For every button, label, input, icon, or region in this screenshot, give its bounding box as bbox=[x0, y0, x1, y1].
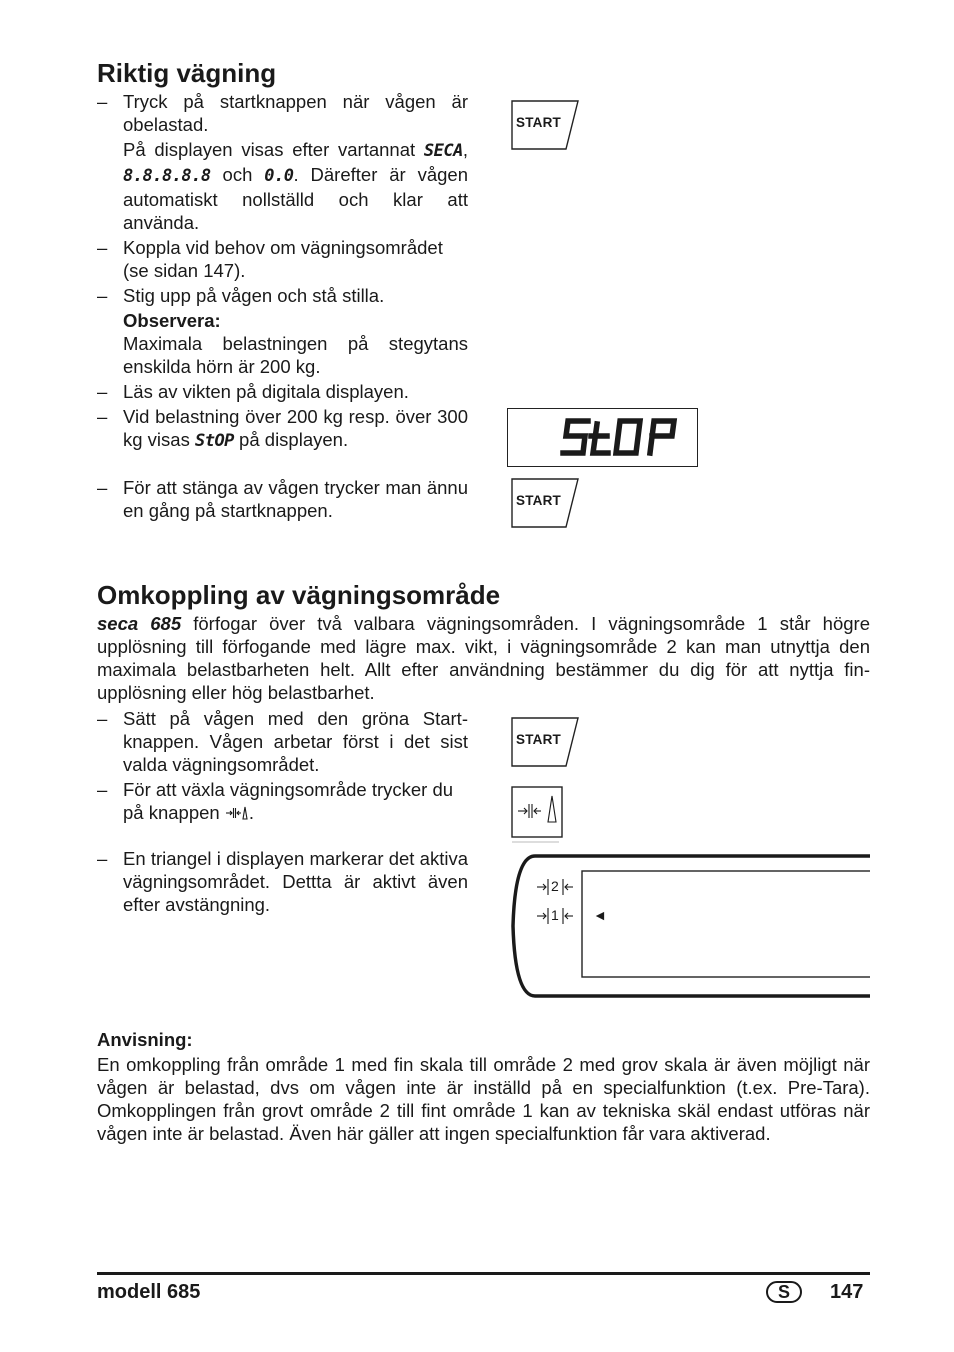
footer-model: modell 685 bbox=[97, 1281, 201, 1303]
list-dash: – bbox=[97, 237, 108, 258]
instructions-weighing bbox=[97, 90, 468, 522]
note-label: Observera: bbox=[123, 310, 221, 331]
start-button-label: START bbox=[516, 732, 561, 747]
list-dash: – bbox=[97, 381, 108, 402]
list-item-text: För att stänga av vågen trycker man ännu en gång på startknappen. bbox=[123, 477, 468, 521]
list-item bbox=[97, 476, 468, 522]
observation-note bbox=[97, 309, 468, 378]
start-button-illustration bbox=[511, 478, 577, 526]
list-item bbox=[97, 847, 468, 916]
brand-name: seca 685 bbox=[97, 613, 182, 634]
list-item-text: Stig upp på vågen och stå stilla. bbox=[123, 285, 385, 306]
active-range-marker: ◄ bbox=[593, 907, 607, 923]
start-button-illustration bbox=[511, 100, 577, 148]
range-switch-icon bbox=[225, 804, 249, 822]
list-item bbox=[97, 778, 468, 824]
list-item-text: Läs av vikten på digitala displayen. bbox=[123, 381, 409, 402]
list-item-text: Koppla vid behov om vägningsområdet (se sidan 147). bbox=[123, 237, 443, 281]
list-item-text: En triangel i displayen markerar det aktiva vägningsområdet. Dettta är aktivt även efter avstängning. bbox=[123, 848, 468, 915]
display-frame-icon bbox=[507, 852, 870, 1000]
language-badge: S bbox=[766, 1281, 802, 1303]
section-heading-range-switching: Omkoppling av vägningsområde bbox=[97, 580, 501, 610]
list-dash: – bbox=[97, 91, 108, 112]
range-switch-key-illustration bbox=[511, 786, 563, 844]
list-dash: – bbox=[97, 406, 108, 427]
range-label-1: 1 bbox=[551, 907, 559, 923]
list-item-text: På displayen visas efter vartannat SECA, 8.8.8.8.8 och 0.0. Därefter är vågen automatiskt nollställd och klar att använda. bbox=[123, 139, 469, 233]
stop-display-illustration bbox=[507, 408, 698, 467]
list-item-text: För att växla vägningsområde trycker du på knappen . bbox=[123, 779, 454, 823]
display-readout-zero: 0.0 bbox=[264, 166, 294, 186]
start-button-label: START bbox=[516, 115, 561, 130]
list-item bbox=[97, 380, 468, 403]
instructions-range bbox=[97, 707, 468, 916]
intro-text: förfogar över två valbara vägningsområden. I vägningsområde 1 står högre upplösning till förfogande med lägre max. vikt, i vägningsområde 2 kan man utnyttja den maximala belastbarheten helt. Allt efter användning bestämmer du dig för att nyttja finupplösning eller hög belastbarhet. bbox=[97, 613, 870, 703]
list-item bbox=[97, 707, 468, 776]
list-dash: – bbox=[97, 285, 108, 306]
display-readout-stop: StOP bbox=[194, 431, 234, 451]
list-dash: – bbox=[97, 779, 108, 800]
list-dash: – bbox=[97, 848, 108, 869]
note-text: Maximala belastningen på stegytans enskilda hörn är 200 kg. bbox=[123, 333, 468, 377]
list-dash: – bbox=[97, 477, 108, 498]
list-item-text: Vid belastning över 200 kg resp. över 300 kg visas StOP på displayen. bbox=[123, 406, 468, 451]
start-button-label: START bbox=[516, 493, 561, 508]
list-dash: – bbox=[97, 708, 108, 729]
list-item bbox=[97, 236, 468, 282]
note-label: Anvisning: bbox=[97, 1029, 193, 1050]
footer-rule bbox=[97, 1272, 870, 1275]
start-button-illustration bbox=[511, 717, 577, 765]
stop-segment-icon bbox=[508, 409, 696, 465]
list-item bbox=[97, 90, 468, 136]
list-item-text: Tryck på startknappen när vågen är obelastad. bbox=[123, 91, 468, 135]
display-readout-all-segments: 8.8.8.8.8 bbox=[123, 166, 211, 186]
list-item bbox=[97, 284, 468, 307]
section-heading-correct-weighing: Riktig vägning bbox=[97, 58, 277, 88]
page-number: 147 bbox=[830, 1281, 864, 1303]
range-intro-paragraph bbox=[97, 612, 870, 704]
range-label-2: 2 bbox=[551, 878, 559, 894]
list-item-continuation bbox=[97, 138, 468, 234]
note-text: En omkoppling från område 1 med fin skala till område 2 med grov skala är även möjligt när vågen är belastad, dvs om vågen inte är inställd på en specialfunktion (t.ex. Pre-Tara). Omkopplingen från grovt område 2 till fint område 1 kan av tekniska skäl endast utföras när vågen inte är belastad. Även här gäller att ingen specialfunktion får vara aktiverad. bbox=[97, 1054, 870, 1144]
list-item bbox=[97, 405, 468, 453]
display-readout-seca: SECA bbox=[423, 141, 463, 161]
list-item-text: Sätt på vågen med den gröna Startknappen. Vågen arbetar först i det sist valda vägningsområdet. bbox=[123, 708, 468, 775]
range-display-illustration bbox=[507, 852, 870, 1000]
